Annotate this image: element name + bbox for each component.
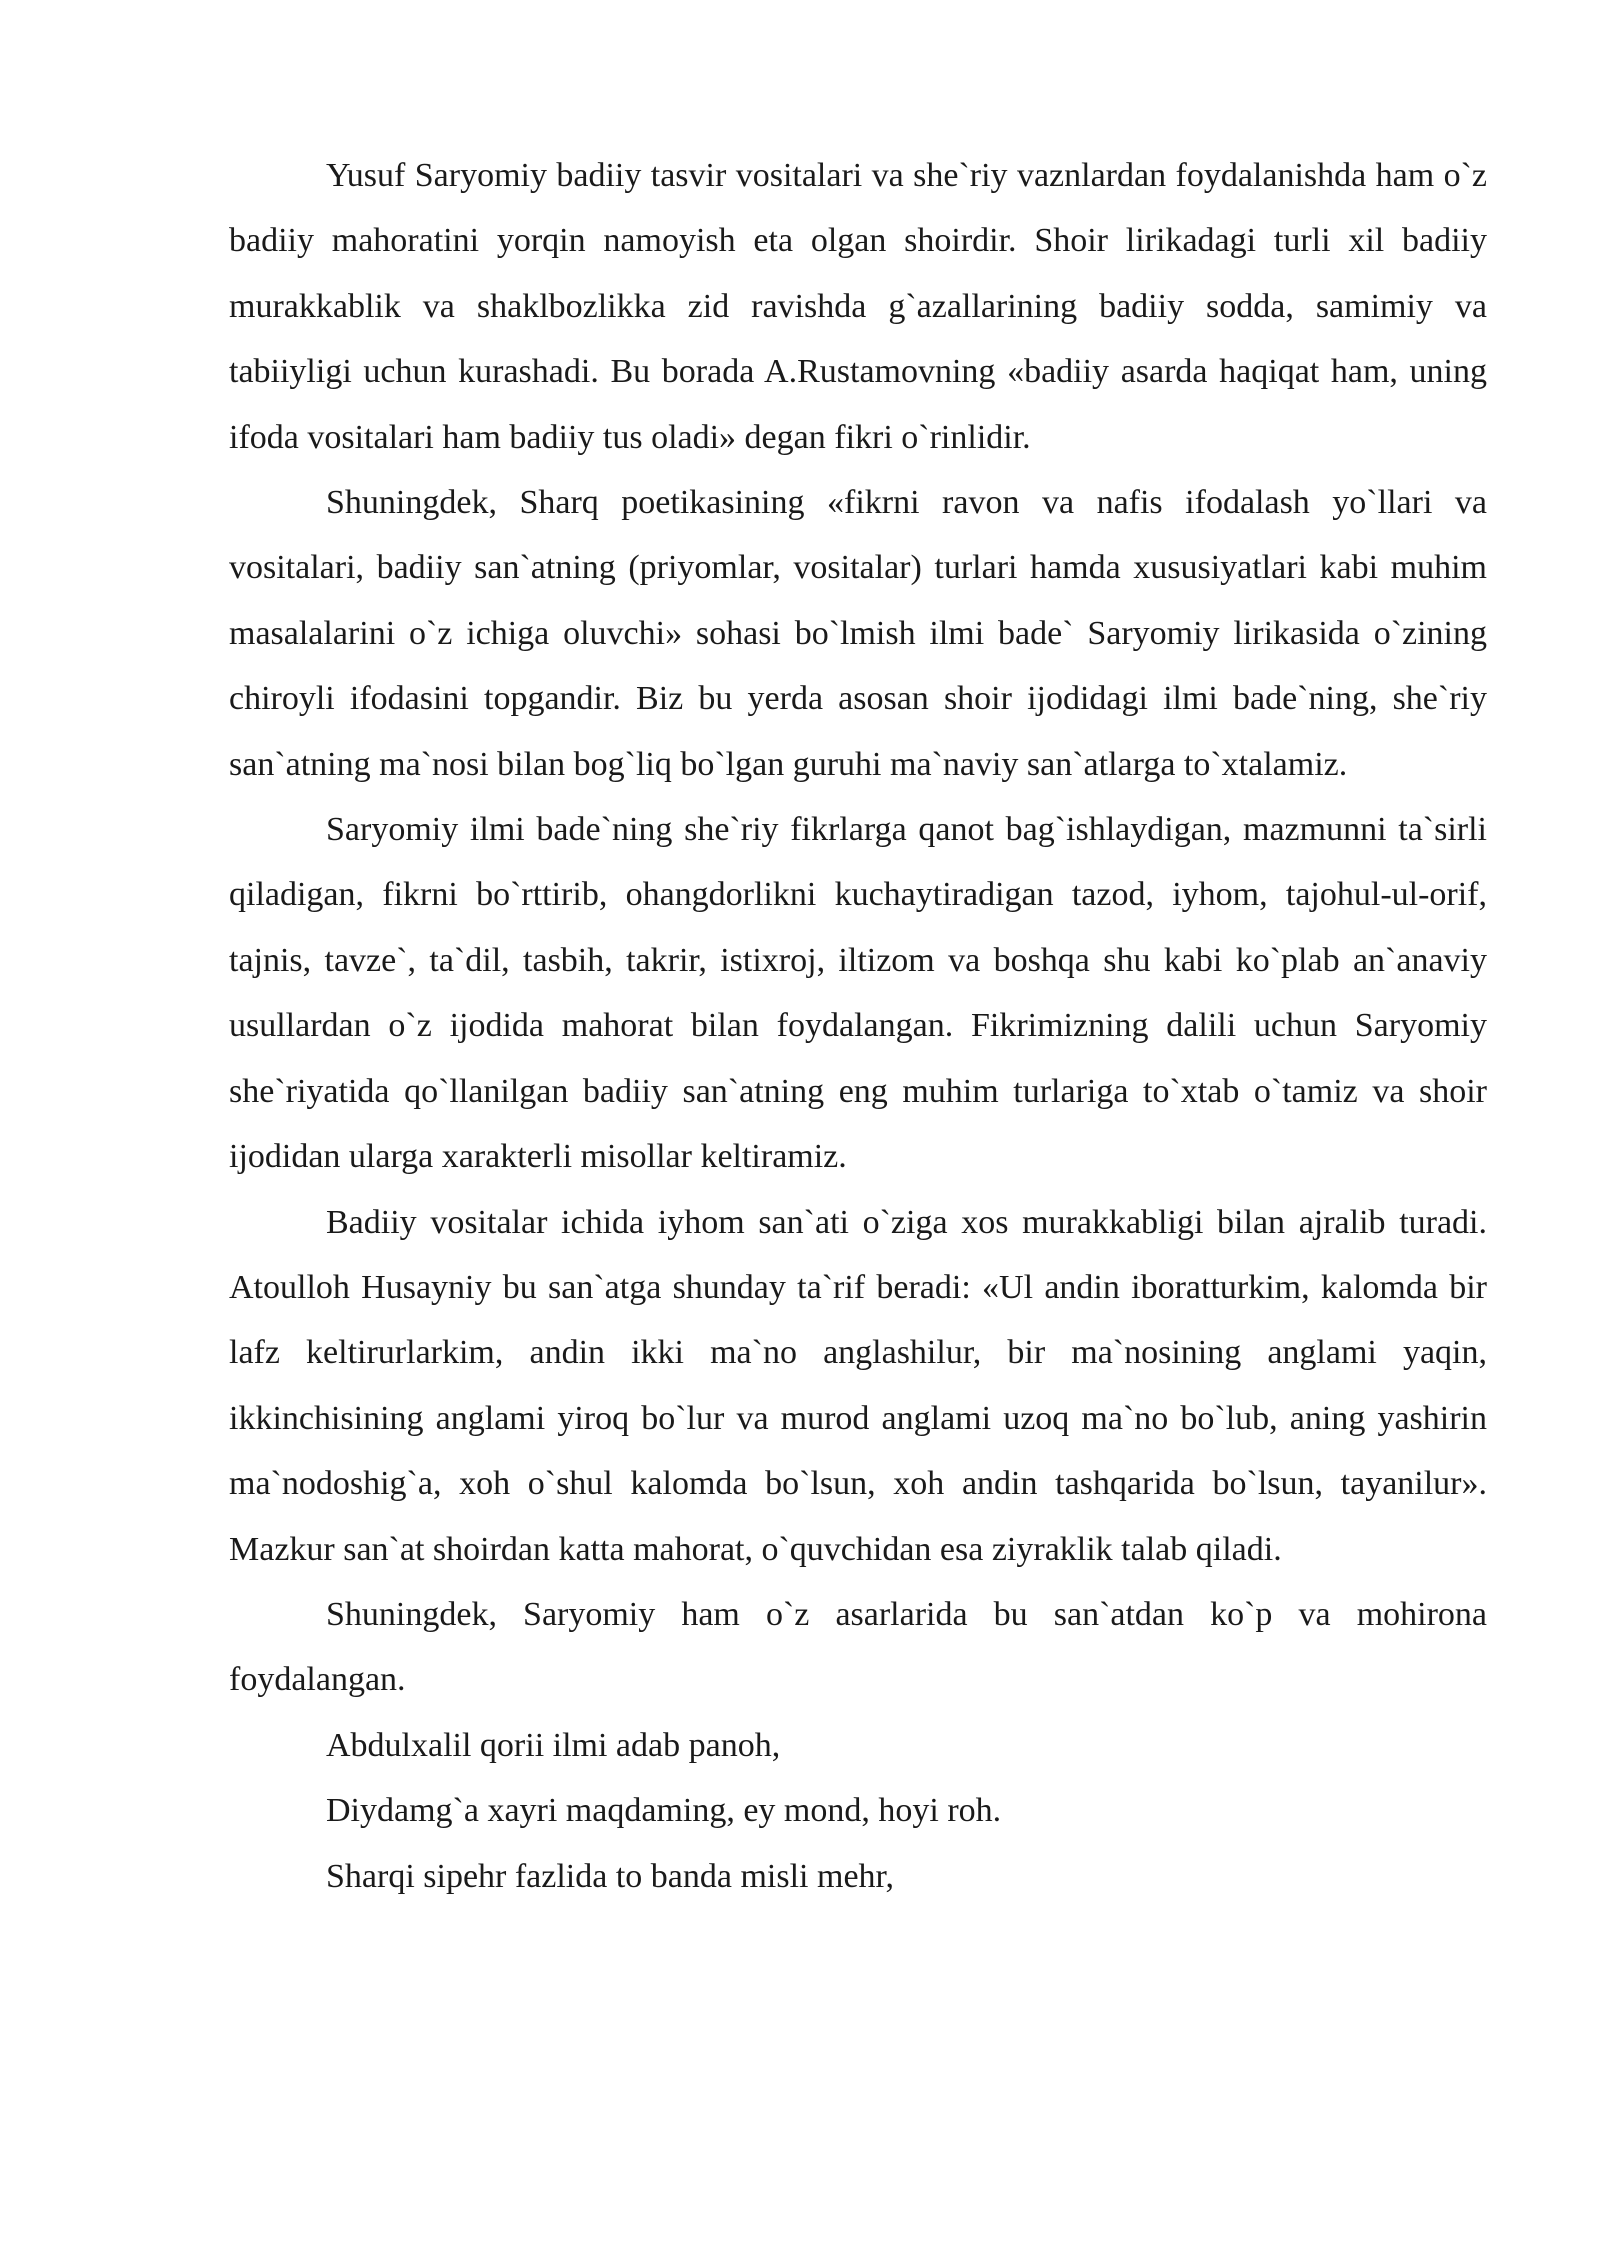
verse-line-1: Abdulxalil qorii ilmi adab panoh,: [326, 1726, 781, 1764]
paragraph-2: Shuningdek, Sharq poetikasining «fikrni ravon va nafis ifodalash yo`llari va vositalari, badiiy san`atning (priyomlar, vositalar) turlari hamda xususiyatlari kabi muhim masalalarini o`z ichiga oluvchi» sohasi bo`lmish ilmi bade` Saryomiy lirikasida o`zining chiroyli ifodasini topgandir. Biz bu yerda asosan shoir ijodidagi ilmi bade`ning, she`riy san`atning ma`nosi bilan bog`liq bo`lgan guruhi ma`naviy san`atlarga to`xtalamiz.: [229, 484, 1487, 783]
verse-line-3: Sharqi sipehr fazlida to banda misli mehr,: [326, 1857, 894, 1895]
verse-block: [229, 1713, 1487, 1909]
paragraph-5: Shuningdek, Saryomiy ham o`z asarlarida bu san`atdan ko`p va mohirona foydalangan.: [229, 1595, 1487, 1699]
document-body: [229, 143, 1487, 1909]
paragraph-1: Yusuf Saryomiy badiiy tasvir vositalari va she`riy vaznlardan foydalanishda ham o`z badiiy mahoratini yorqin namoyish eta olgan shoirdir. Shoir lirikadagi turli xil badiiy murakkablik va shaklbozlikka zid ravishda g`azallarining badiiy sodda, samimiy va tabiiyligi uchun kurashadi. Bu borada A.Rustamovning «badiiy asarda haqiqat ham, uning ifoda vositalari ham badiiy tus oladi» degan fikri o`rinlidir.: [229, 157, 1487, 456]
verse-line-2: Diydamg`a xayri maqdaming, ey mond, hoyi roh.: [326, 1792, 1002, 1830]
paragraph-3: Saryomiy ilmi bade`ning she`riy fikrlarga qanot bag`ishlaydigan, mazmunni ta`sirli qiladigan, fikrni bo`rttirib, ohangdorlikni kuchaytiradigan tazod, iyhom, tajohul-ul-orif, tajnis, tavze`, ta`dil, tasbih, takrir, istixroj, iltizom va boshqa shu kabi ko`plab an`anaviy usullardan o`z ijodida mahorat bilan foydalangan. Fikrimizning dalili uchun Saryomiy she`riyatida qo`llanilgan badiiy san`atning eng muhim turlariga to`xtab o`tamiz va shoir ijodidan ularga xarakterli misollar keltiramiz.: [229, 811, 1487, 1176]
paragraph-4: Badiiy vositalar ichida iyhom san`ati o`ziga xos murakkabligi bilan ajralib turadi. Atoulloh Husayniy bu san`atga shunday ta`rif beradi: «Ul andin iboratturkim, kalomda bir lafz keltirurlarkim, andin ikki ma`no anglashilur, bir ma`nosining anglami yaqin, ikkinchisining anglami yiroq bo`lur va murod anglami uzoq ma`no bo`lub, aning yashirin ma`nodoshig`a, xoh o`shul kalomda bo`lsun, xoh andin tashqarida bo`lsun, tayanilur». Mazkur san`at shoirdan katta mahorat, o`quvchidan esa ziyraklik talab qiladi.: [229, 1203, 1487, 1568]
